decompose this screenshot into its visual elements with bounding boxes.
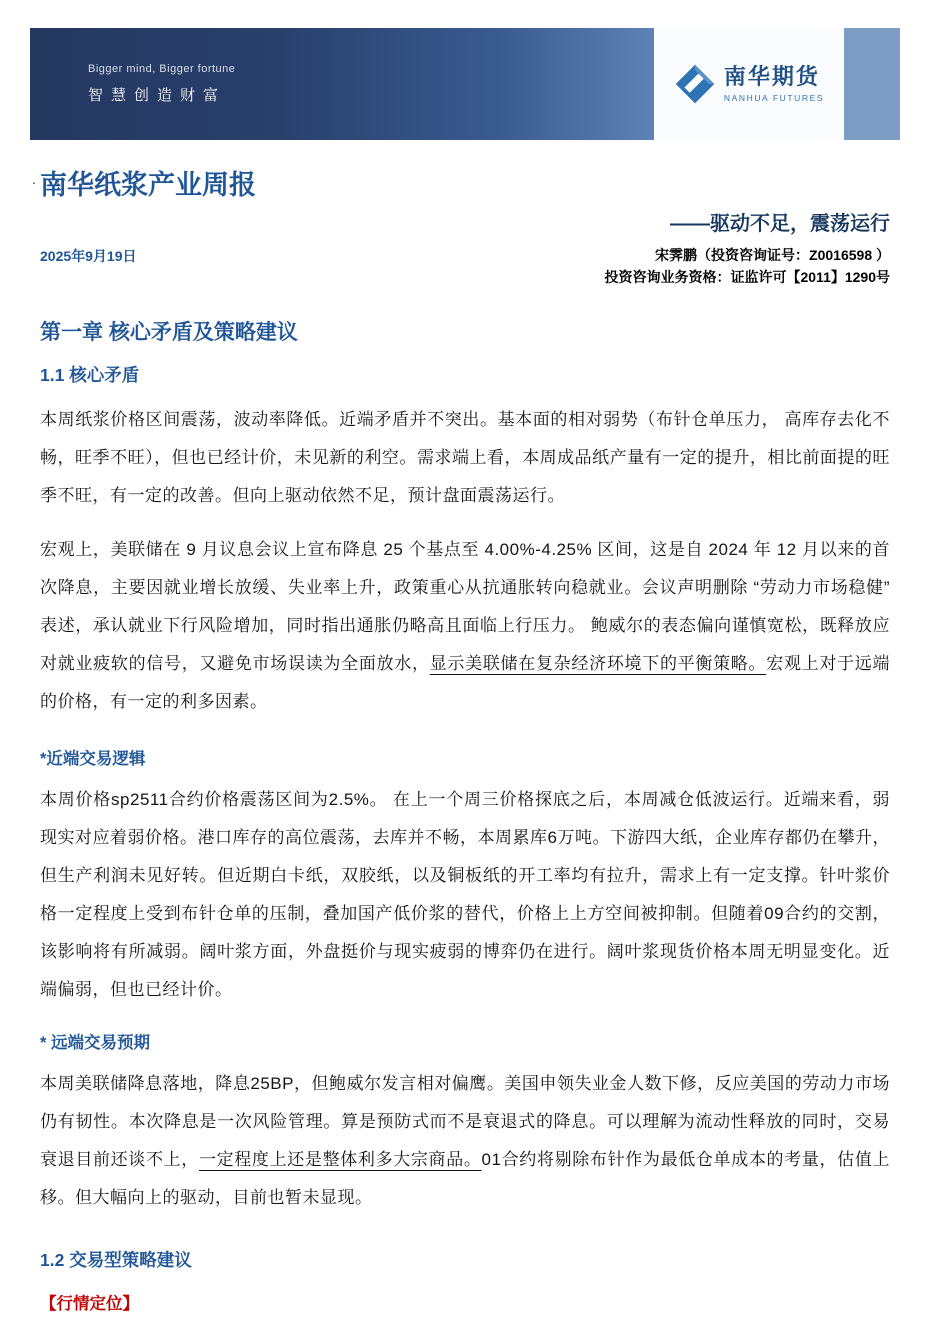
slogan-chinese: 智慧创造财富 xyxy=(88,87,227,104)
report-date: 2025年9月19日 xyxy=(40,248,137,265)
section-1-2-title: 1.2 交易型策略建议 xyxy=(40,1250,192,1271)
header-banner xyxy=(30,28,900,140)
analyst-block xyxy=(604,244,890,288)
company-name-chinese: 南华期货 xyxy=(723,64,820,90)
chapter-1-title: 第一章 核心矛盾及策略建议 xyxy=(40,321,298,345)
near-term-logic-paragraph: 本周价格sp2511合约价格震荡区间为2.5%。 在上一个周三价格探底之后，本周减仓低波运行。近端来看，弱现实对应着弱价格。港口库存的高位震荡，去库并不畅，本周累库6万吨。下游四大纸，企业库存都仍在攀升，但生产利润未见好转。但近期白卡纸，双胶纸，以及铜板纸的开工率均有拉升，需求上有一定支撑。针叶浆价格一定程度上受到布针仓单的压制，叠加国产低价浆的替代，价格上上方空间被抑制。但随着09合约的交割，该影响将有所减弱。阔叶浆方面，外盘挺价与现实疲弱的博弈仍在进行。阔叶浆现货价格本周无明显变化。近端偏弱，但也已经计价。 xyxy=(40,790,890,1000)
qualification-line: 投资咨询业务资格：证监许可【2011】1290号 xyxy=(604,269,890,286)
report-page xyxy=(0,28,930,1331)
core-contradiction-paragraph: 本周纸浆价格区间震荡，波动率降低。近端矛盾并不突出。基本面的相对弱势（布针仓单压力， 高库存去化不畅，旺季不旺），但也已经计价，未见新的利空。需求端上看，本周成品纸产量有一定的提升，相比前面提的旺季不旺，有一定的改善。但向上驱动依然不足，预计盘面震荡运行。 xyxy=(40,410,890,506)
stray-period-mark: . xyxy=(32,171,36,187)
macro-text-underlined: 显示美联储在复杂经济环境下的平衡策略。 xyxy=(429,654,767,674)
company-name-english: NANHUA FUTURES xyxy=(723,92,825,103)
far-text-lead: 本周美联储降息落地，降息25BP，但鲍威尔发言相对偏鹰。美国申领失业金人数下修，反应美国的劳动力市场仍有韧性。本次降息是一次风险管理。算是预防式而不是衰退式的降息。可以理解为流动性释放的同时，交易衰退目前还谈不上， xyxy=(40,1074,890,1170)
far-term-expectation-label: * 远端交易预期 xyxy=(40,1034,151,1053)
report-meta-row xyxy=(40,244,890,288)
section-1-1-title: 1.1 核心矛盾 xyxy=(40,365,140,386)
near-term-logic-label: *近端交易逻辑 xyxy=(40,750,146,769)
market-positioning-label: 【行情定位】 xyxy=(40,1295,139,1314)
report-subtitle: ——驱动不足，震荡运行 xyxy=(670,213,890,236)
far-text-tail: 01合约将剔除布针作为最低仓单成本的考量，估值上移。但大幅向上的驱动，目前也暂未显现。 xyxy=(40,1150,891,1208)
macro-text-lead: 宏观上，美联储在 9 月议息会议上宣布降息 25 个基点至 4.00%-4.25% 区间，这是自 2024 年 12 月以来的首次降息，主要因就业增长放缓、失业率上升，政策重心从抗通胀转向稳就业。会议声明删除 “劳动力市场稳健” 表述，承认就业下行风险增加，同时指出通胀仍略高且面临上行压力。 鲍威尔的表态偏向谨慎宽松，既释放应对就业疲软的信号，又避免市场误读为全面放水， xyxy=(40,540,890,674)
report-title: 南华纸浆产业周报 xyxy=(40,170,256,200)
nanhua-diamond-icon xyxy=(674,63,716,105)
banner-right-strip xyxy=(844,28,900,140)
far-term-expectation-paragraph xyxy=(40,1065,890,1217)
analyst-name-line: 宋霁鹏（投资咨询证号：Z0016598 ） xyxy=(655,247,890,264)
macro-paragraph xyxy=(40,531,890,721)
macro-text-tail: 宏观上对于远端的价格，有一定的利多因素。 xyxy=(40,654,891,712)
banner-gradient-area xyxy=(30,28,654,140)
company-logo-panel xyxy=(654,28,844,140)
report-body xyxy=(0,170,930,1314)
slogan-english: Bigger mind, Bigger fortune xyxy=(88,63,236,75)
far-text-underlined: 一定程度上还是整体利多大宗商品。 xyxy=(198,1150,482,1170)
company-logo-text xyxy=(724,65,824,102)
